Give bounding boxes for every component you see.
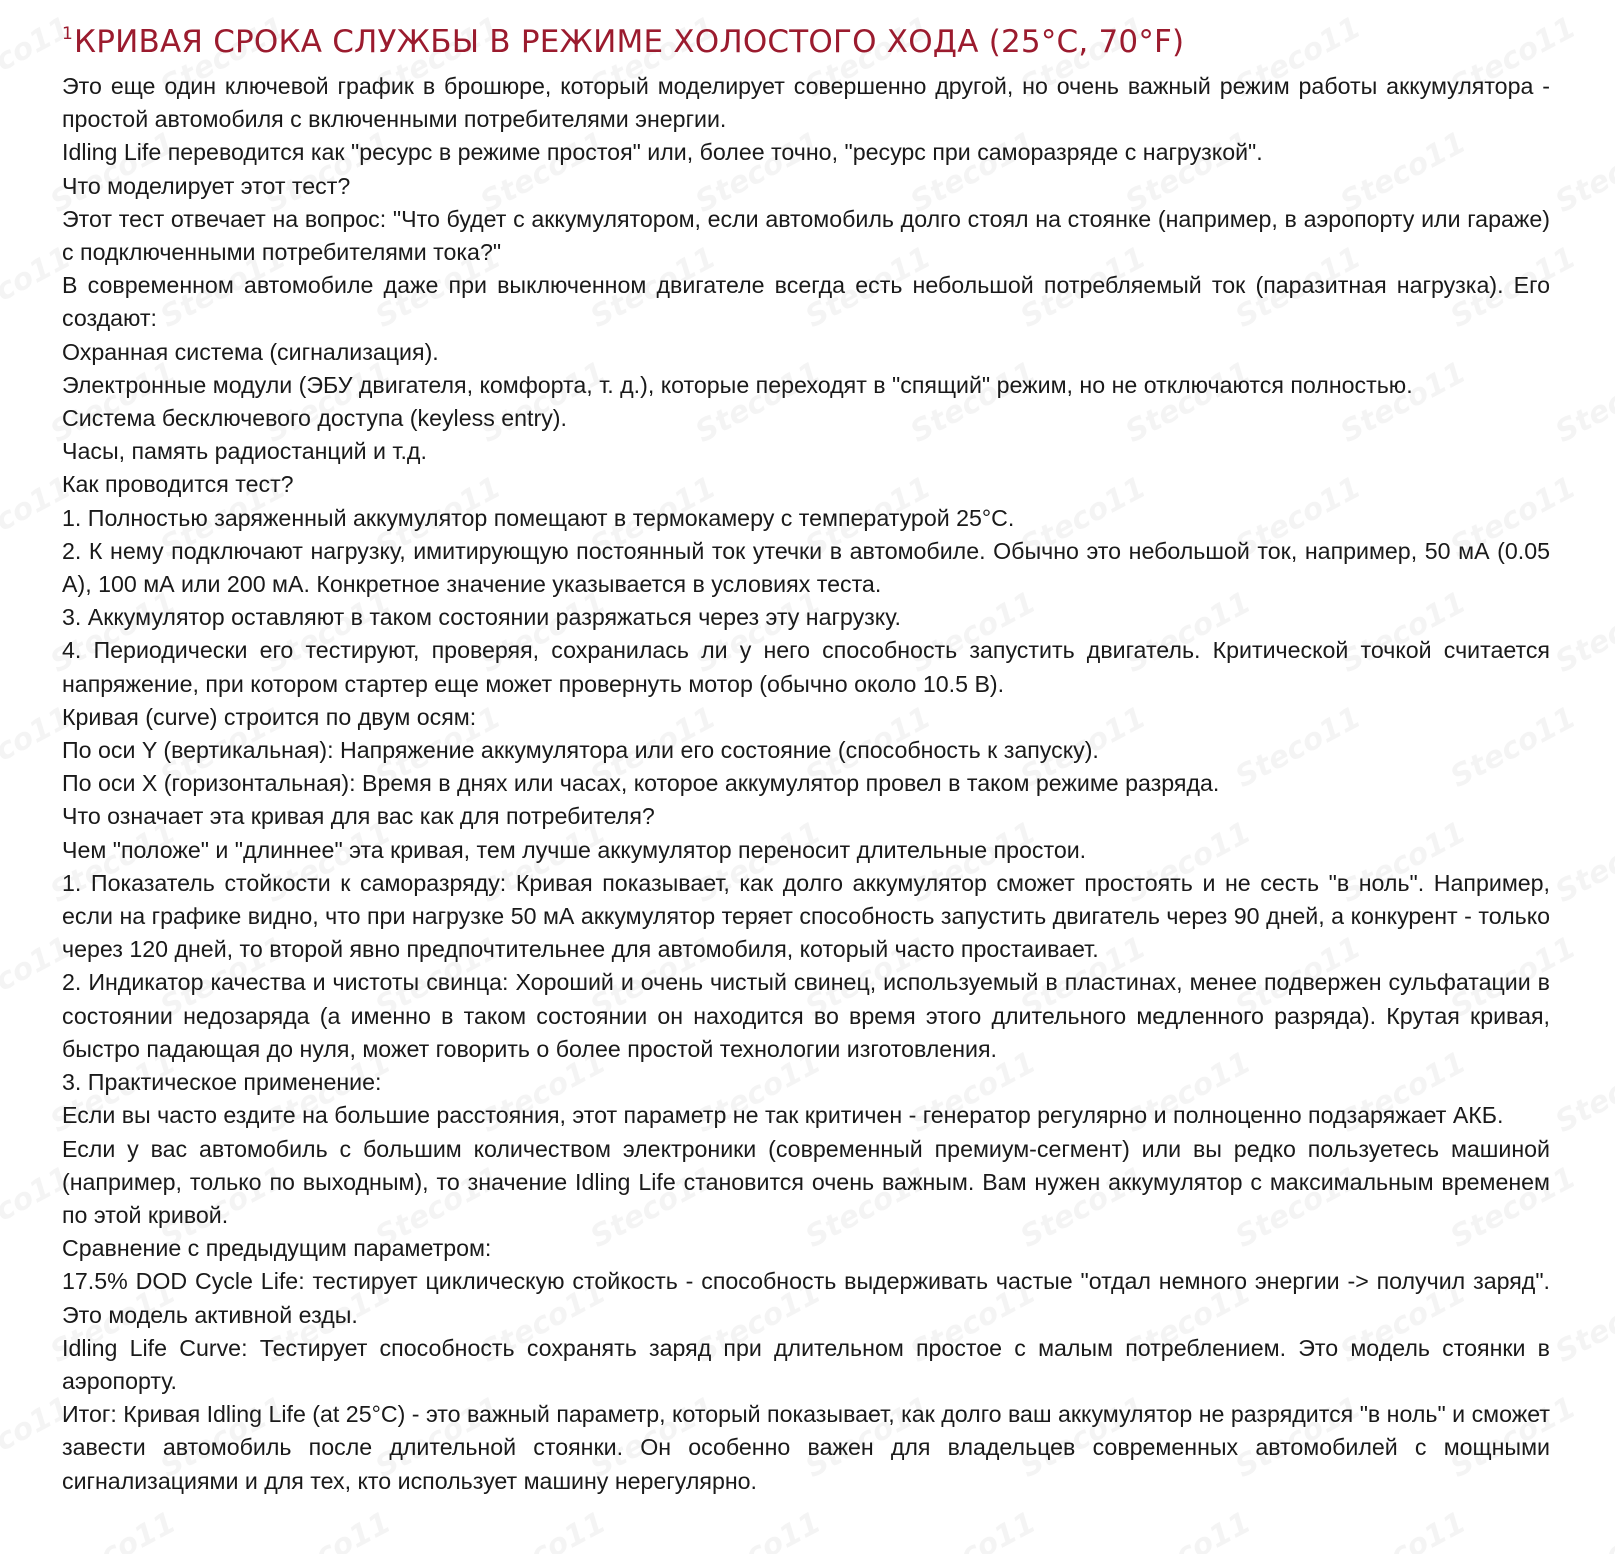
watermark-text <box>260 1505 397 1554</box>
watermark-text <box>1550 355 1615 450</box>
list-item-ecu: Электронные модули (ЭБУ двигателя, комфорта, т. д.), которые переходят в "спящий" режим, но не отключаются полностью. <box>62 371 1413 398</box>
watermark-text <box>1550 585 1615 680</box>
paragraph-question-answer: Этот тест отвечает на вопрос: "Что будет с аккумулятором, если автомобиль долго стоял на стоянке (например, в аэропорту или гараже) с подключенными потребителями тока?" <box>62 205 1550 266</box>
paragraph-dod-cycle-life: 17.5% DOD Cycle Life: тестирует циклическую стойкость - способность выдерживать частые "отдал немного энергии -> получил заряд". Это модель активной езды. <box>62 1268 1550 1328</box>
list-item-clock: Часы, память радиостанций и т.д. <box>62 438 427 465</box>
list-item-keyless: Система бесключевого доступа (keyless entry). <box>62 405 567 432</box>
point-3-practical: 3. Практическое применение: <box>62 1069 382 1096</box>
watermark-text <box>1120 1505 1257 1554</box>
point-2-lead-quality: 2. Индикатор качества и чистоты свинца: Хороший и очень чистый свинец, используемый в пластинах, менее подвержен сульфатации в состоянии недозаряда (а именно в таком состоянии он находится во время этого длительного медленного разряда). Крутая кривая, быстро падающая до нуля, может говорить о более простой технологии изготовления. <box>62 969 1550 1062</box>
paragraph-long-distance: Если вы часто ездите на большие расстояния, этот параметр не так критичен - генератор регулярно и полноценно подзаряжает АКБ. <box>62 1102 1504 1129</box>
watermark-text <box>690 1505 827 1554</box>
watermark-text <box>1550 125 1615 220</box>
step-1: 1. Полностью заряженный аккумулятор помещают в термокамеру с температурой 25°C. <box>62 504 1015 531</box>
step-3: 3. Аккумулятор оставляют в таком состоянии разряжаться через эту нагрузку. <box>62 604 901 631</box>
watermark-text <box>475 1505 612 1554</box>
paragraph-electronics: Если у вас автомобиль с большим количеством электроники (современный премиум-сегмент) или вы редко пользуетесь машиной (например, только по выходным), то значение Idling Life становится очень важным. Вам нужен аккумулятор с максимальным временем по этой кривой. <box>62 1135 1550 1228</box>
document-body <box>62 14 1550 1498</box>
axis-x-description: По оси X (горизонтальная): Время в днях или часах, которое аккумулятор провел в таком режиме разряда. <box>62 770 1220 797</box>
paragraph-how-test: Как проводится тест? <box>62 471 294 498</box>
watermark-text <box>45 1505 182 1554</box>
watermark-text <box>1335 1505 1472 1554</box>
paragraph-summary: Итог: Кривая Idling Life (at 25°C) - это важный параметр, который показывает, как долго ваш аккумулятор не разрядится "в ноль" и сможет завести автомобиль после длительной стоянки. Он особенно важен для владельцев современных автомобилей с мощными сигнализациями и для тех, кто использует машину нерегулярно. <box>62 1401 1550 1494</box>
paragraph-consumer-meaning: Что означает эта кривая для вас как для потребителя? <box>62 803 655 830</box>
point-1-self-discharge: 1. Показатель стойкости к саморазряду: Кривая показывает, как долго аккумулятор сможет простоять и не сесть "в ноль". Например, если на графике видно, что при нагрузке 50 мА аккумулятор теряет способность запустить двигатель через 90 дней, а конкурент - только через 120 дней, то второй явно предпочтительнее для автомобиля, который часто простаивает. <box>62 869 1550 963</box>
watermark-text <box>1550 1275 1615 1370</box>
axis-y-description: По оси Y (вертикальная): Напряжение аккумулятора или его состояние (способность к запуску). <box>62 737 1099 764</box>
list-item-alarm: Охранная система (сигнализация). <box>62 338 439 365</box>
step-4: 4. Периодически его тестируют, проверяя, сохранилась ли у него способность запустить двигатель. Критической точкой считается напряжение, при котором стартер еще может провернуть мотор (обычно около 10.5 В). <box>62 637 1550 697</box>
watermark-text <box>1550 1045 1615 1140</box>
paragraph-idling-life-curve: Idling Life Curve: Тестирует способность сохранять заряд при длительном простое с малым потреблением. Это модель стоянки в аэропорту. <box>62 1334 1550 1394</box>
paragraph-translation: Idling Life переводится как "ресурс в режиме простоя" или, более точно, "ресурс при саморазряде с нагрузкой". <box>62 139 1263 166</box>
paragraph-comparison: Сравнение с предыдущим параметром: <box>62 1235 492 1262</box>
paragraph-intro: Это еще один ключевой график в брошюре, который моделирует совершенно другой, но очень важный режим работы аккумулятора - простой автомобиля с включенными потребителями энергии. <box>62 73 1550 133</box>
title-text: КРИВАЯ СРОКА СЛУЖБЫ В РЕЖИМЕ ХОЛОСТОГО ХОДА (25°C, 70°F) <box>74 24 1185 60</box>
watermark-text <box>905 1505 1042 1554</box>
page-title <box>62 14 1550 62</box>
paragraph-parasitic-load: В современном автомобиле даже при выключенном двигателе всегда есть небольшой потребляемый ток (паразитная нагрузка). Его создают: <box>62 272 1550 332</box>
watermark-text <box>1550 1505 1615 1554</box>
paragraph-question-model: Что моделирует этот тест? <box>62 172 351 199</box>
paragraph-flatter-curve: Чем "положе" и "длиннее" эта кривая, тем лучше аккумулятор переносит длительные простои. <box>62 836 1087 863</box>
step-2: 2. К нему подключают нагрузку, имитирующую постоянный ток утечки в автомобиле. Обычно это небольшой ток, например, 50 мА (0.05 А), 100 мА или 200 мА. Конкретное значение указывается в условиях теста. <box>62 537 1550 598</box>
title-superscript: 1 <box>62 24 74 44</box>
paragraph-curve-axes: Кривая (curve) строится по двум осям: <box>62 703 477 730</box>
watermark-text <box>1550 815 1615 910</box>
